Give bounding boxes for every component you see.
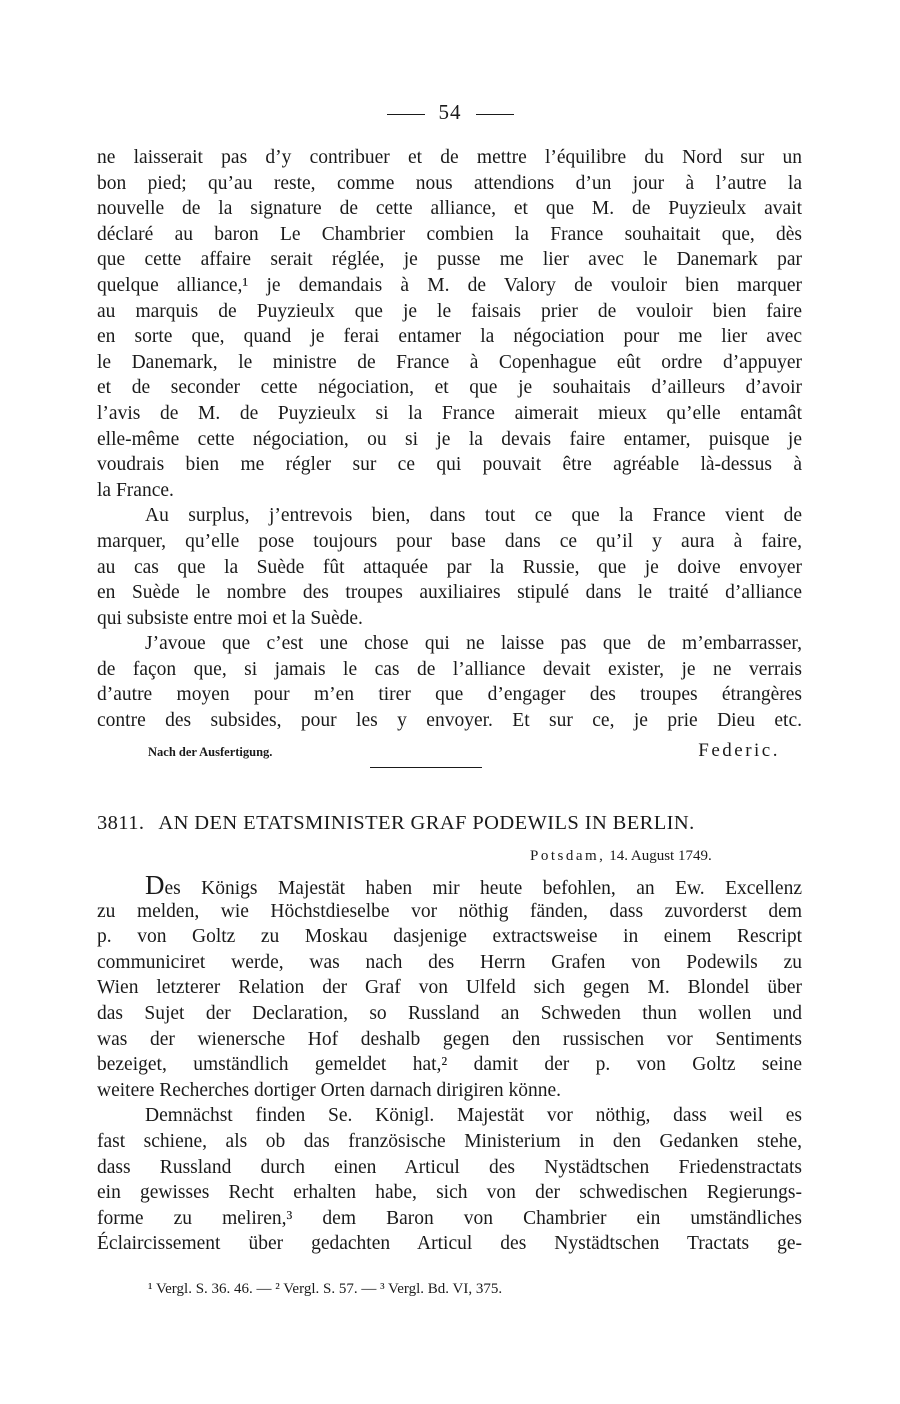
- text-line: elle-même cette négociation, ou si je la devais faire entamer, puisque je: [97, 428, 802, 450]
- letter-body: [97, 145, 802, 734]
- text-line-first: [97, 870, 802, 900]
- text-line: ne laisserait pas d’y contribuer et de mettre l’équilibre du Nord sur un: [97, 147, 802, 168]
- text-line: la France.: [97, 479, 174, 501]
- text-line: Au surplus, j’entrevois bien, dans tout ce que la France vient de: [145, 505, 802, 527]
- text-line: forme zu meliren,³ dem Baron von Chambrier ein umständliches: [97, 1207, 802, 1229]
- text-line: le Danemark, le ministre de France à Copenhague eût ordre d’appuyer: [97, 351, 802, 373]
- first-line-text: es Königs Majestät haben mir heute befohlen, an Ew. Excellenz: [164, 878, 802, 899]
- text-line: voudrais bien me régler sur ce qui pouvait être agréable là-dessus à: [97, 454, 802, 476]
- signature-row: [148, 742, 780, 764]
- text-line: l’avis de M. de Puyzieulx si la France aimerait mieux qu’elle entamât: [97, 402, 802, 424]
- letter-body: [97, 870, 802, 1257]
- text-line: ein gewisses Recht erhalten habe, sich von der schwedischen Regierungs-: [97, 1182, 802, 1204]
- text-line: qui subsiste entre moi et la Suède.: [97, 607, 363, 629]
- signature: Federic.: [698, 740, 780, 761]
- text-line: Demnächst finden Se. Königl. Majestät vor nöthig, dass weil es: [145, 1105, 802, 1127]
- header-dash-right: [476, 114, 514, 115]
- letter-heading: [97, 812, 802, 835]
- text-line: que cette affaire serait réglée, je pusse me lier avec le Danemark par: [97, 249, 802, 271]
- text-line: de façon que, si jamais le cas de l’alliance devait exister, je ne verrais: [97, 658, 802, 680]
- text-line: nouvelle de la signature de cette alliance, et que M. de Puyzieulx avait: [97, 198, 802, 220]
- text-line: au cas que la Suède fût attaquée par la Russie, que je doive envoyer: [97, 556, 802, 578]
- text-line: marquer, qu’elle pose toujours pour base dans ce qu’il y aura à faire,: [97, 530, 802, 552]
- text-line: Éclaircissement über gedachten Articul des Nystädtschen Tractats ge-: [97, 1233, 802, 1255]
- dateline-place: Potsdam,: [530, 848, 606, 864]
- text-line: et de seconder cette négociation, et que je souhaitais d’ailleurs d’avoir: [97, 377, 802, 399]
- text-line: bon pied; qu’au reste, comme nous attendions d’un jour à l’autre la: [97, 172, 802, 194]
- page-number: 54: [438, 100, 462, 124]
- text-line: déclaré au baron Le Chambrier combien la France souhaitait que, dès: [97, 223, 802, 245]
- text-line: communiciret werde, was nach des Herrn Grafen von Podewils zu: [97, 951, 802, 973]
- letter-title: AN DEN ETATSMINISTER GRAF PODEWILS IN BERLIN.: [158, 812, 695, 834]
- header-dash-left: [387, 114, 425, 115]
- dateline: [530, 848, 712, 865]
- text-line: das Sujet der Declaration, so Russland an Schweden thun wollen und: [97, 1002, 802, 1024]
- footnotes: ¹ Vergl. S. 36. 46. — ² Vergl. S. 57. — ³ Vergl. Bd. VI, 375.: [148, 1281, 503, 1297]
- text-line: bezeiget, umständlich gemeldet hat,² damit der p. von Goltz seine: [97, 1054, 802, 1076]
- section-divider: [370, 767, 482, 768]
- text-line: Wien letzterer Relation der Graf von Ulfeld sich gegen M. Blondel über: [97, 977, 802, 999]
- text-line: en sorte que, quand je ferai entamer la négociation pour me lier avec: [97, 326, 802, 348]
- text-line: J’avoue que c’est une chose qui ne laisse pas que de m’embarrasser,: [145, 633, 802, 655]
- page-header: [0, 100, 900, 125]
- dateline-date: 14. August 1749.: [609, 848, 712, 864]
- text-line: quelque alliance,¹ je demandais à M. de Valory de vouloir bien marquer: [97, 274, 802, 296]
- text-line: en Suède le nombre des troupes auxiliaires stipulé dans le traité d’alliance: [97, 582, 802, 604]
- text-line: d’autre moyen pour m’en tirer que d’engager des troupes étrangères: [97, 684, 802, 706]
- text-line: was der wienersche Hof deshalb gegen den russischen vor Sentiments: [97, 1028, 802, 1050]
- letter-number: 3811.: [97, 812, 145, 834]
- text-line: fast schiene, als ob das französische Ministerium in den Gedanken stehe,: [97, 1130, 802, 1152]
- text-line: p. von Goltz zu Moskau dasjenige extractsweise in einem Rescript: [97, 926, 802, 948]
- drop-cap: D: [145, 870, 165, 900]
- source-note: Nach der Ausfertigung.: [148, 745, 273, 759]
- text-line: contre des subsides, pour les y envoyer. Et sur ce, je prie Dieu etc.: [97, 710, 802, 732]
- text-line: au marquis de Puyzieulx que je le faisais prier de vouloir bien faire: [97, 300, 802, 322]
- text-line: zu melden, wie Höchstdieselbe vor nöthig fänden, dass zuvorderst dem: [97, 900, 802, 922]
- text-line: weitere Recherches dortiger Orten darnach dirigiren könne.: [97, 1079, 562, 1101]
- text-line: dass Russland durch einen Articul des Nystädtschen Friedenstractats: [97, 1156, 802, 1178]
